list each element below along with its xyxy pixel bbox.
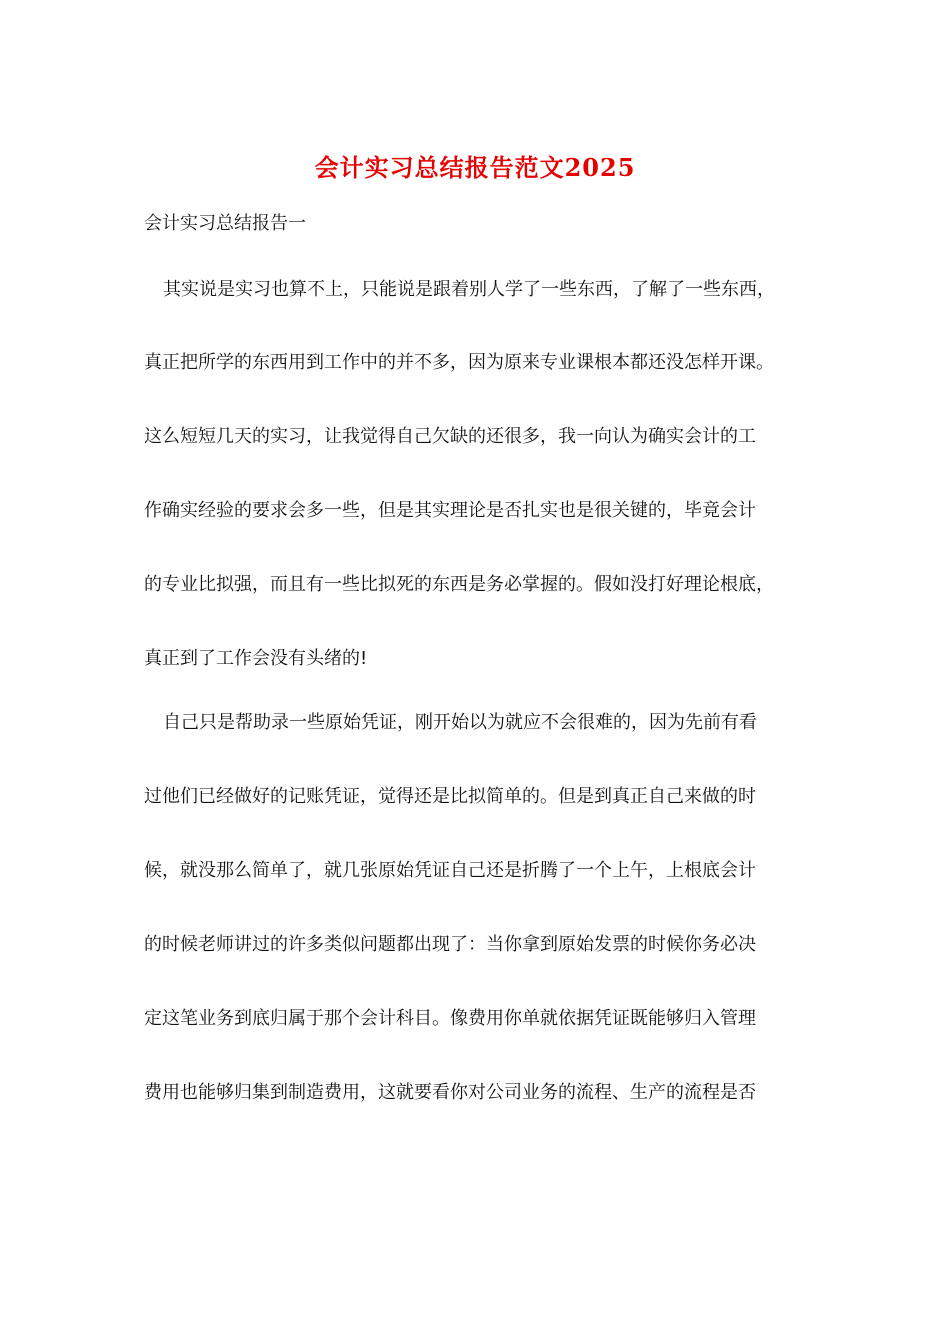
paragraph-line: 这么短短几天的实习，让我觉得自己欠缺的还很多，我一向认为确实会计的工: [144, 426, 756, 447]
paragraph-line: 自己只是帮助录一些原始凭证，刚开始以为就应不会很难的，因为先前有看: [163, 712, 757, 733]
section-heading: 会计实习总结报告一: [144, 213, 306, 234]
paragraph-line: 过他们已经做好的记账凭证，觉得还是比拟简单的。但是到真正自己来做的时: [144, 786, 756, 807]
paragraph-line: 的专业比拟强，而且有一些比拟死的东西是务必掌握的。假如没打好理论根底，: [144, 574, 774, 595]
document-title: 会计实习总结报告范文2025: [314, 153, 636, 182]
paragraph-line: 真正把所学的东西用到工作中的并不多，因为原来专业课根本都还没怎样开课。: [144, 352, 774, 373]
paragraph-line: 候，就没那么简单了，就几张原始凭证自己还是折腾了一个上午，上根底会计: [144, 860, 756, 881]
paragraph-line: 真正到了工作会没有头绪的!: [144, 648, 368, 669]
paragraph-line: 作确实经验的要求会多一些，但是其实理论是否扎实也是很关键的，毕竟会计: [144, 500, 756, 521]
paragraph-line: 其实说是实习也算不上，只能说是跟着别人学了一些东西，了解了一些东西，: [163, 279, 775, 300]
paragraph-line: 定这笔业务到底归属于那个会计科目。像费用你单就依据凭证既能够归入管理: [144, 1008, 756, 1029]
paragraph-line: 费用也能够归集到制造费用，这就要看你对公司业务的流程、生产的流程是否: [144, 1082, 756, 1103]
paragraph-line: 的时候老师讲过的许多类似问题都出现了：当你拿到原始发票的时候你务必决: [144, 934, 756, 955]
